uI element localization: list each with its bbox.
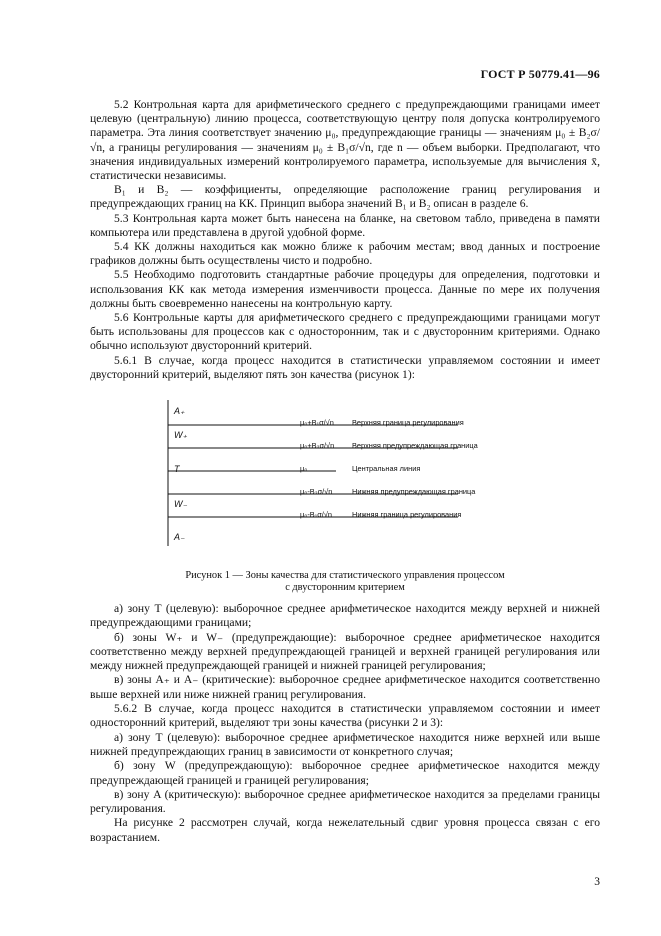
item-zone-t: а) зону T (целевую): выборочное среднее арифметическое находится между верхней и нижней предупреждающими границами; (90, 602, 600, 630)
formula-lower-control: μ₀-B₁σ/√n (300, 510, 332, 519)
paragraph-5-5: 5.5 Необходимо подготовить стандартные рабочие процедуры для определения, подготовки и использования КК как метода измерения изменчивости процесса. Данные по мере их получения должны быть своевременно нанесены на контрольную карту. (90, 268, 600, 310)
formula-upper-warning: μ₀+B₂σ/√n (300, 441, 335, 450)
label-upper-warning: Верхняя предупреждающая граница (352, 441, 478, 450)
label-upper-control: Верхняя граница регулирования (352, 418, 464, 427)
main-text (90, 98, 600, 382)
label-center: Центральная линия (352, 464, 421, 473)
paragraph-5-4: 5.4 КК должны находиться как можно ближе к рабочим местам; ввод данных и построение графиков должны быть осуществлены чисто и подробно. (90, 240, 600, 268)
paragraph-5-6-2: 5.6.2 В случае, когда процесс находится в статистически управляемом состоянии и имеет односторонний критерий, выделяют три зоны качества (рисунки 2 и 3): (90, 702, 600, 730)
paragraph-5-2: 5.2 Контрольная карта для арифметического среднего с предупреждающими границами имеет целевую (центральную) линию процесса, соответствующую центру поля допуска контролируемого параметра. Эта линия соответствует значению μ₀, предупреждающие границы — значениям μ₀ ± B₂σ/√n, а границы регулирования — значениям μ₀ ± B₁σ/√n, где n — объем выборки. Предполагают, что значения индивидуальных измерений контролируемого параметра, используемые для вычисления x̄, статистически независимы. (90, 98, 600, 183)
label-lower-control: Нижняя граница регулирования (352, 510, 462, 519)
item-zone-w-one-sided: б) зону W (предупреждающую): выборочное среднее арифметическое находится между предупреждающей границей и границей регулирования; (90, 759, 600, 787)
formula-center: μ₀ (300, 464, 308, 473)
item-zones-w: б) зоны W₊ и W₋ (предупреждающие): выборочное среднее арифметическое находится соответственно между верхней предупреждающей границей и верхней границей регулирования или между нижней предупреждающей границей и нижней границей регулирования; (90, 630, 600, 673)
formula-upper-control: μ₀+B₁σ/√n (300, 418, 334, 427)
label-lower-warning: Нижняя предупреждающая граница (352, 487, 476, 496)
paragraph-5-6: 5.6 Контрольные карты для арифметического среднего с предупреждающими границами могут быть использованы для процессов как с односторонним, так и с двусторонним критериями. Однако обычно используют двусторонний критерий. (90, 311, 600, 353)
lower-text (90, 602, 600, 845)
zone-label-a-minus: A₋ (174, 532, 185, 542)
zone-label-w-minus: W₋ (174, 499, 188, 509)
document-header: ГОСТ Р 50779.41—96 (480, 67, 600, 81)
figure-caption (90, 570, 600, 594)
quality-zones-figure (166, 398, 546, 548)
paragraph-5-6-1: 5.6.1 В случае, когда процесс находится в статистически управляемом состоянии и имеет двусторонний критерий, выделяют пять зон качества (рисунок 1): (90, 353, 600, 381)
caption-line-1: Рисунок 1 — Зоны качества для статистического управления процессом (185, 570, 505, 581)
paragraph-figure-2-note: На рисунке 2 рассмотрен случай, когда нежелательный сдвиг уровня процесса связан с его возрастанием. (90, 816, 600, 844)
item-zone-a-one-sided: в) зону A (критическую): выборочное среднее арифметическое находится за пределами границы регулирования. (90, 787, 600, 816)
zone-label-w-plus: W₊ (174, 430, 188, 440)
item-zone-t-one-sided: а) зону T (целевую): выборочное среднее арифметическое находится ниже верхней или выше нижней предупреждающих границ в зависимости от конкретного случая; (90, 730, 600, 758)
caption-line-2: с двусторонним критерием (285, 582, 405, 593)
item-zones-a: в) зоны A₊ и A₋ (критические): выборочное среднее арифметическое находится соответственно выше верхней или ниже нижней границ регулирования. (90, 673, 600, 701)
paragraph-5-2-coefficients: B₁ и B₂ — коэффициенты, определяющие расположение границ регулирования и предупреждающих границ на КК. Принцип выбора значений B₁ и B₂ описан в разделе 6. (90, 183, 600, 211)
page-number: 3 (594, 876, 600, 888)
zone-label-t: T (174, 464, 180, 474)
formula-lower-warning: μ₀-B₂σ/√n (300, 487, 333, 496)
zone-label-a-plus: A₊ (174, 406, 185, 416)
paragraph-5-3: 5.3 Контрольная карта может быть нанесена на бланке, на световом табло, приведена в памяти компьютера или представлена в другой удобной форме. (90, 211, 600, 239)
